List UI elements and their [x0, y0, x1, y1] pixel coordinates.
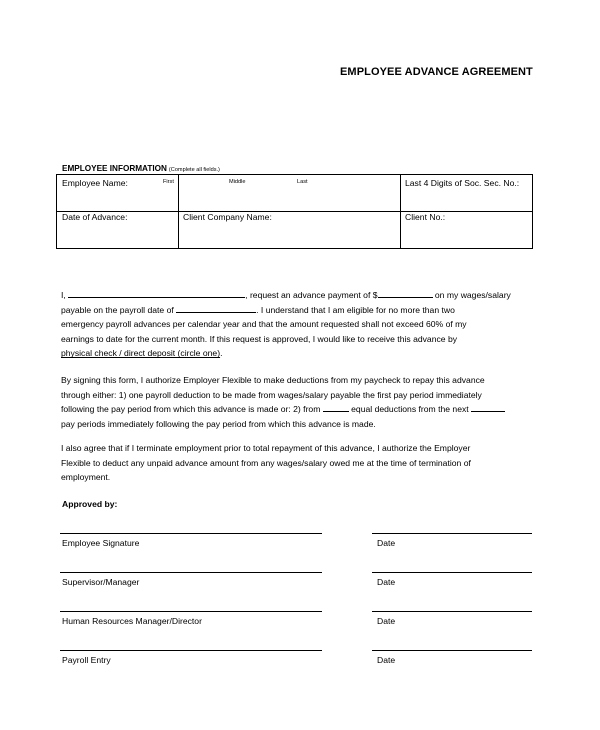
employee-signature-line[interactable]: [60, 533, 322, 534]
date-label: Date: [377, 538, 396, 548]
advance-amount-blank[interactable]: [378, 288, 433, 298]
text-line: employment.: [61, 472, 111, 483]
deduction-authorization-paragraph: [61, 373, 531, 431]
approved-by-heading: Approved by:: [62, 499, 118, 509]
date-label: Date: [377, 577, 396, 587]
employee-name-blank[interactable]: [68, 288, 245, 298]
employee-signature-date-line[interactable]: [372, 533, 532, 534]
text-fragment: .: [220, 348, 223, 359]
text-line: pay periods immediately following the pay period from which this advance is made.: [61, 418, 376, 429]
hr-manager-signature-line[interactable]: [60, 611, 322, 612]
hr-manager-date-line[interactable]: [372, 611, 532, 612]
text-fragment: equal deductions from the next: [351, 404, 469, 415]
advance-request-paragraph: [61, 288, 531, 361]
table-divider: [57, 211, 532, 212]
text-fragment: following the pay period from which this advance is made or: 2) from: [61, 404, 321, 415]
supervisor-date-line[interactable]: [372, 572, 532, 573]
text-fragment: If this request is approved, I would like to receive this advance by: [209, 333, 458, 344]
first-name-label: First: [163, 179, 174, 185]
document-title: EMPLOYEE ADVANCE AGREEMENT: [340, 66, 533, 78]
payroll-date-blank[interactable]: [176, 303, 256, 313]
text-line: By signing this form, I authorize Employer Flexible to make deductions from my paycheck to repay this advance: [61, 375, 485, 385]
employee-name-label: Employee Name:: [62, 178, 128, 188]
payroll-entry-label: Payroll Entry: [62, 655, 111, 665]
ssn-label: Last 4 Digits of Soc. Sec. No.:: [405, 178, 520, 188]
text-line: I also agree that if I terminate employment prior to total repayment of this advance, I authorize the Employer: [61, 443, 471, 453]
payment-method-choice[interactable]: physical check / direct deposit (circle one): [61, 348, 221, 359]
employee-signature-label: Employee Signature: [62, 538, 140, 548]
middle-name-label: Middle: [229, 179, 246, 185]
date-label: Date: [377, 616, 396, 626]
client-company-name-label: Client Company Name:: [183, 212, 272, 222]
complete-all-fields-note: (Complete all fields.): [168, 167, 220, 173]
supervisor-signature-line[interactable]: [60, 572, 322, 573]
text-fragment: on my wages/salary: [434, 290, 511, 300]
text-fragment: payable on the payroll date of: [61, 304, 174, 315]
termination-agreement-paragraph: [61, 441, 531, 485]
text-fragment: . I understand that I am eligible for no more than two: [256, 304, 455, 315]
dollar-sign: $: [372, 290, 378, 300]
employee-information-title: EMPLOYEE INFORMATION: [62, 164, 167, 173]
text-line: through either: 1) one payroll deduction to be made from wages/salary payable the first pay period immediately: [61, 389, 482, 400]
text-line: Flexible to deduct any unpaid advance amount from any wages/salary owed me at the time of termination of: [61, 457, 471, 468]
employee-information-table: [56, 174, 533, 249]
deduction-count-blank[interactable]: [323, 402, 349, 412]
text-fragment: , request an advance payment of: [245, 290, 371, 300]
hr-manager-director-label: Human Resources Manager/Director: [62, 616, 202, 626]
date-of-advance-label: Date of Advance:: [62, 212, 128, 222]
employee-information-heading: [62, 164, 220, 173]
text-fragment: earnings to date for the current month.: [61, 333, 208, 344]
text-line: emergency payroll advances per calendar year and that the amount requested shall not exceed 60% of my: [61, 319, 467, 330]
last-name-label: Last: [297, 179, 308, 185]
date-label: Date: [377, 655, 396, 665]
payroll-entry-date-line[interactable]: [372, 650, 532, 651]
client-number-label: Client No.:: [405, 212, 446, 222]
supervisor-manager-label: Supervisor/Manager: [62, 577, 140, 587]
text-fragment: I,: [61, 290, 66, 300]
pay-periods-blank[interactable]: [471, 402, 505, 412]
payroll-entry-line[interactable]: [60, 650, 322, 651]
